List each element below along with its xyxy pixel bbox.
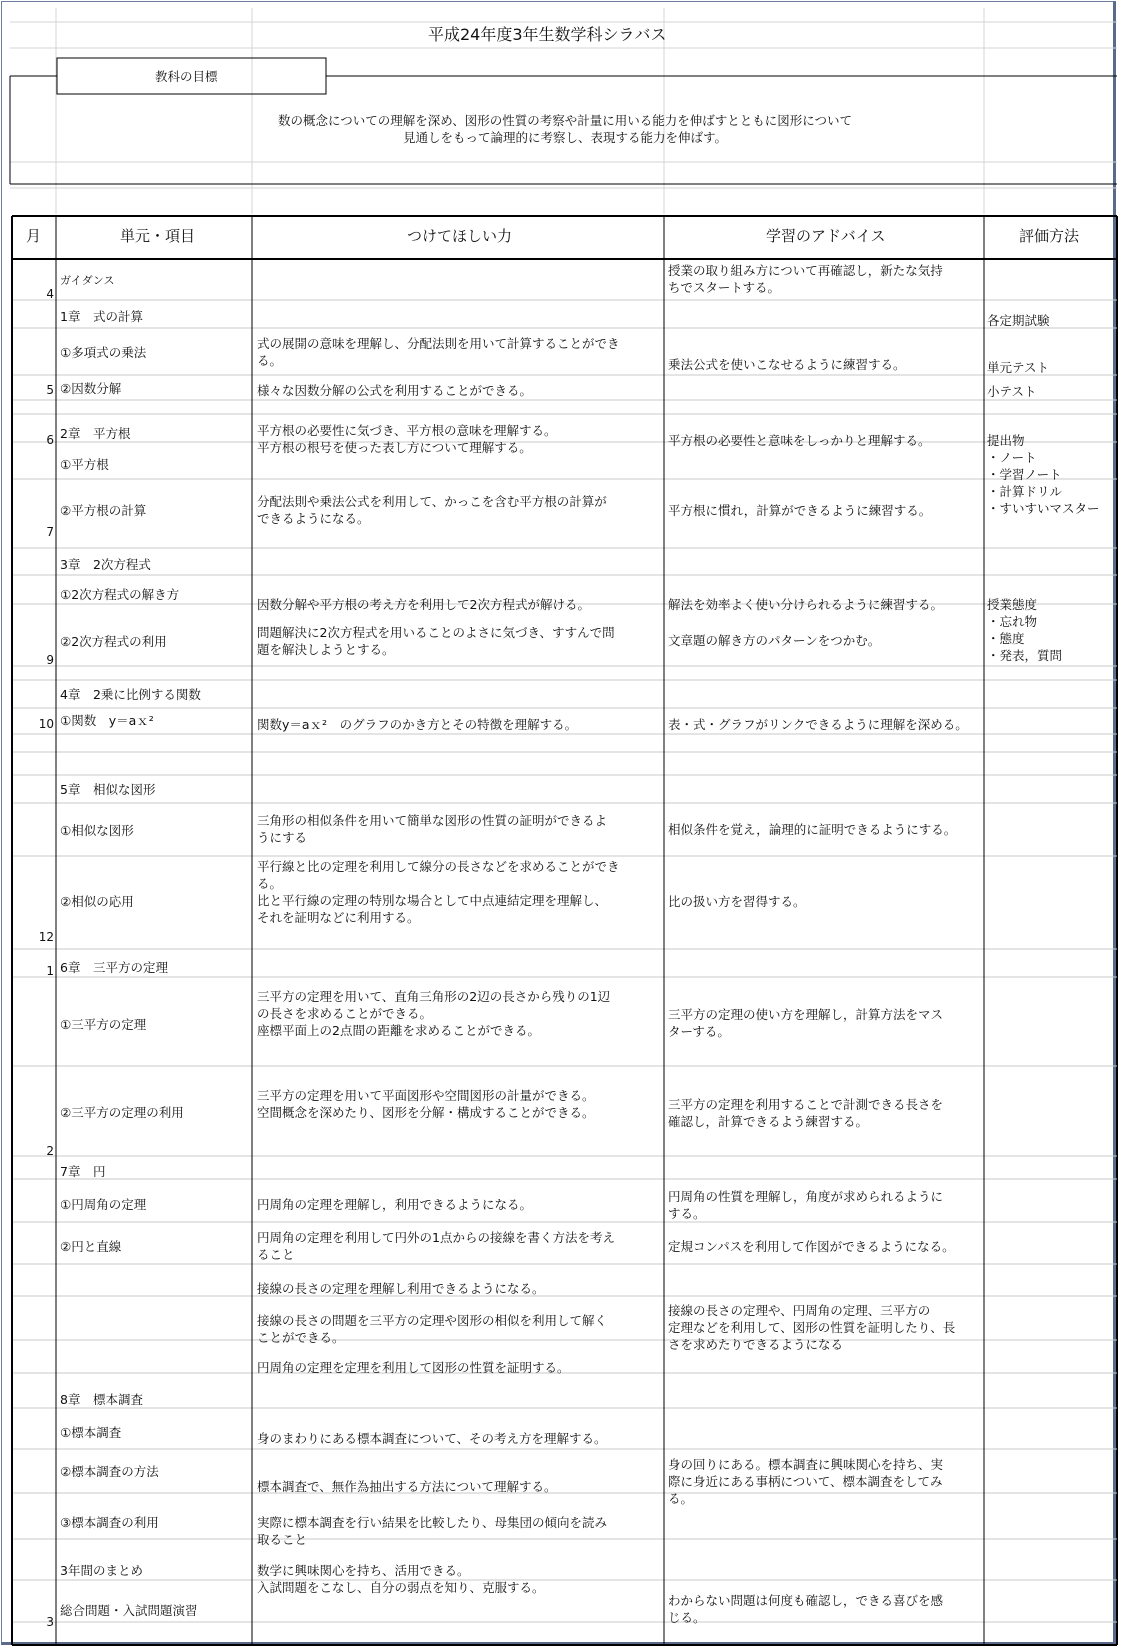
advice-text: 授業の取り組み方について再確認し，新たな気持 ちでスタートする。 xyxy=(668,263,943,295)
ability-text: 三平方の定理を用いて、直角三角形の2辺の長さから残りの1辺 の長さを求めることができる。 座標平面上の2点間の距離を求めることができる。 xyxy=(257,989,611,1038)
evaluation-text: 授業態度 ・忘れ物 ・態度 ・発表，質問 xyxy=(987,597,1063,663)
page-title: 平成24年度3年生数学科シラバス xyxy=(428,25,667,44)
advice-text: 接線の長さの定理や、円周角の定理、三平方の 定理などを利用して、図形の性質を証明したり、長 さを求めたりできるようになる xyxy=(668,1303,956,1352)
unit-item: ②相似の応用 xyxy=(60,894,134,909)
unit-item: ②三平方の定理の利用 xyxy=(60,1105,184,1120)
month-cell: 12 xyxy=(38,930,54,944)
header-unit: 単元・項目 xyxy=(120,227,196,245)
unit-item: ①平方根 xyxy=(60,457,109,472)
ability-text: 平行線と比の定理を利用して線分の長さなどを求めることができ る。 比と平行線の定理の特別な場合として中点連結定理を理解し、 それを証明などに利用する。 xyxy=(257,859,620,925)
ability-text: 様々な因数分解の公式を利用することができる。 xyxy=(257,383,533,398)
unit-item: ①標本調査 xyxy=(60,1425,122,1440)
unit-item: ガイダンス xyxy=(60,274,115,287)
unit-item: ①2次方程式の解き方 xyxy=(60,587,180,602)
unit-item: ②平方根の計算 xyxy=(60,503,147,518)
evaluation-text: 各定期試験 xyxy=(987,313,1050,328)
ability-text: 円周角の定理を利用して円外の1点からの接線を書く方法を考え ること xyxy=(257,1230,615,1262)
advice-text: 身の回りにある。標本調査に興味関心を持ち、実 際に身近にある事柄について、標本調査をしてみ る。 xyxy=(668,1457,944,1506)
ability-text: 身のまわりにある標本調査について、その考え方を理解する。 xyxy=(257,1431,607,1446)
ability-text: 問題解決に2次方程式を用いることのよさに気づき、すすんで問 題を解決しようとする。 xyxy=(257,625,615,657)
advice-text: わからない問題は何度も確認し，できる喜びを感 じる。 xyxy=(668,1593,944,1625)
month-cell: 4 xyxy=(46,287,54,301)
ability-text: 接線の長さの定理を理解し利用できるようになる。 xyxy=(257,1281,545,1296)
month-cell: 5 xyxy=(46,383,54,397)
unit-item: 1章 式の計算 xyxy=(60,309,143,324)
ability-text: 三角形の相似条件を用いて簡単な図形の性質の証明ができるよ うにする xyxy=(257,813,608,845)
header-evaluation: 評価方法 xyxy=(1019,227,1080,245)
unit-item: ②標本調査の方法 xyxy=(60,1464,159,1479)
unit-item: 3年間のまとめ xyxy=(60,1563,143,1578)
advice-text: 平方根に慣れ，計算ができるように練習する。 xyxy=(668,503,932,518)
header-ability: つけてほしい力 xyxy=(407,227,513,245)
unit-item: 8章 標本調査 xyxy=(60,1392,143,1407)
unit-item: ①三平方の定理 xyxy=(60,1017,147,1032)
month-cell: 10 xyxy=(38,717,54,731)
advice-text: 平方根の必要性と意味をしっかりと理解する。 xyxy=(668,433,931,448)
unit-item: 7章 円 xyxy=(60,1164,106,1179)
advice-text: 定規コンパスを利用して作図ができるようになる。 xyxy=(668,1239,955,1254)
unit-item: 4章 2乗に比例する関数 xyxy=(60,687,201,702)
month-cell: 7 xyxy=(46,525,54,539)
month-cell: 2 xyxy=(46,1144,54,1158)
objective-label: 教科の目標 xyxy=(155,69,218,84)
unit-item: ①関数 y＝aｘ² xyxy=(60,713,154,728)
advice-text: 比の扱い方を習得する。 xyxy=(668,894,806,909)
ability-text: 分配法則や乗法公式を利用して、かっこを含む平方根の計算が できるようになる。 xyxy=(257,494,607,526)
header-advice: 学習のアドバイス xyxy=(766,227,886,245)
unit-item: ②円と直線 xyxy=(60,1239,122,1254)
advice-text: 円周角の性質を理解し，角度が求められるように する。 xyxy=(668,1189,944,1221)
ability-text: 接線の長さの問題を三平方の定理や図形の相似を利用して解く ことができる。 xyxy=(257,1313,608,1345)
objective-text: 数の概念についての理解を深め、図形の性質の考察や計量に用いる能力を伸ばすとともに図形について 見通しをもって論理的に考察し、表現する能力を伸ばす。 xyxy=(277,113,852,145)
advice-text: 表・式・グラフがリンクできるように理解を深める。 xyxy=(668,717,968,732)
unit-item: 6章 三平方の定理 xyxy=(60,960,168,975)
ability-text: 因数分解や平方根の考え方を利用して2次方程式が解ける。 xyxy=(257,597,590,612)
ability-text: 標本調査で、無作為抽出する方法について理解する。 xyxy=(257,1479,557,1494)
header-month: 月 xyxy=(26,227,42,245)
ability-text: 式の展開の意味を理解し、分配法則を用いて計算することができ る。 xyxy=(257,336,620,368)
month-cell: 9 xyxy=(46,653,54,667)
month-cell: 3 xyxy=(46,1615,54,1629)
ability-text: 円周角の定理を理解し，利用できるようになる。 xyxy=(257,1197,533,1212)
unit-item: ②因数分解 xyxy=(60,381,122,396)
evaluation-text: 単元テスト xyxy=(987,360,1050,375)
month-cell: 6 xyxy=(46,433,54,447)
ability-text: 数学に興味関心を持ち、活用できる。 入試問題をこなし、自分の弱点を知り、克服する。 xyxy=(257,1563,545,1595)
advice-text: 文章題の解き方のパターンをつかむ。 xyxy=(668,633,881,648)
ability-text: 関数y＝aｘ² のグラフのかき方とその特徴を理解する。 xyxy=(257,717,578,732)
evaluation-text: 小テスト xyxy=(987,384,1037,399)
unit-item: 5章 相似な図形 xyxy=(60,782,156,797)
unit-item: 3章 2次方程式 xyxy=(60,557,151,572)
ability-text: 三平方の定理を用いて平面図形や空間図形の計量ができる。 空間概念を深めたり、図形を分解・構成することができる。 xyxy=(257,1088,595,1120)
advice-text: 解法を効率よく使い分けられるように練習する。 xyxy=(668,597,944,612)
advice-text: 三平方の定理の使い方を理解し，計算方法をマス ターする。 xyxy=(668,1007,944,1039)
unit-item: 総合問題・入試問題演習 xyxy=(60,1603,198,1618)
advice-text: 乗法公式を使いこなせるように練習する。 xyxy=(668,357,906,372)
ability-text: 平方根の必要性に気づき、平方根の意味を理解する。 平方根の根号を使った表し方について理解する。 xyxy=(257,423,557,455)
unit-item: ①相似な図形 xyxy=(60,823,134,838)
advice-text: 相似条件を覚え，論理的に証明できるようにする。 xyxy=(668,822,957,837)
unit-item: ③標本調査の利用 xyxy=(60,1515,159,1530)
month-cell: 1 xyxy=(46,964,54,978)
evaluation-text: 提出物 ・ノート ・学習ノート ・計算ドリル ・すいすいマスター xyxy=(987,433,1100,516)
unit-item: ②2次方程式の利用 xyxy=(60,634,167,649)
advice-text: 三平方の定理を利用することで計測できる長さを 確認し，計算できるよう練習する。 xyxy=(668,1097,944,1129)
unit-item: ①円周角の定理 xyxy=(60,1197,147,1212)
ability-text: 実際に標本調査を行い結果を比較したり、母集団の傾向を読み 取ること xyxy=(257,1515,608,1547)
unit-item: 2章 平方根 xyxy=(60,426,131,441)
ability-text: 円周角の定理を定理を利用して図形の性質を証明する。 xyxy=(257,1360,570,1375)
unit-item: ①多項式の乗法 xyxy=(60,345,147,360)
